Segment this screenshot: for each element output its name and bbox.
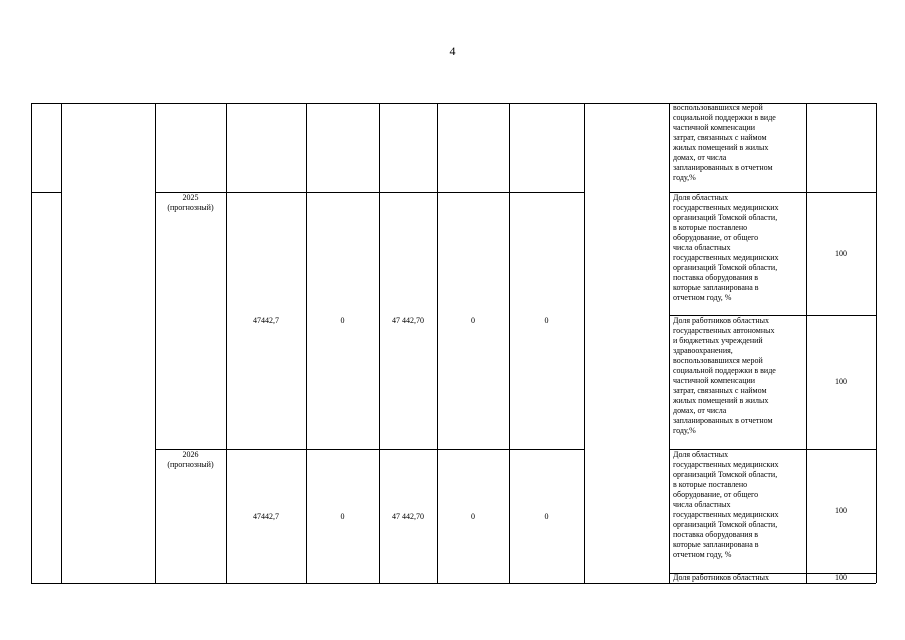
indicator-line: в которые поставлено [673, 223, 748, 232]
value-2026-local: 0 [471, 512, 475, 521]
row-line [31, 192, 61, 193]
indicator-line: здравоохранения, [673, 346, 733, 355]
indicator-line: запланированных в отчетном [673, 416, 773, 425]
indicator-line: государственных медицинских [673, 510, 779, 519]
indicator-line: отчетном году, % [673, 550, 732, 559]
col-line [226, 103, 227, 583]
value-2025-extra: 0 [544, 316, 549, 325]
indicator-line: затрат, связанных с наймом [673, 133, 767, 142]
indicator-line: году,% [673, 426, 696, 435]
indicator-cell [673, 316, 805, 436]
year-2026: 2026 (прогнозный) [167, 450, 214, 469]
target-value: 100 [835, 506, 847, 515]
indicator-line: домах, от числа [673, 153, 727, 162]
indicator-line: государственных медицинских [673, 460, 779, 469]
indicator-line: Доля областных [673, 450, 729, 459]
page-number: 4 [449, 44, 456, 58]
indicator-cell [673, 450, 805, 560]
indicator-line: социальной поддержки в виде [673, 113, 776, 122]
indicator-cell [673, 573, 805, 583]
value-2026-total: 47442,7 [253, 512, 279, 521]
indicator-line: числа областных [673, 243, 731, 252]
indicator-line: затрат, связанных с наймом [673, 386, 767, 395]
indicator-line: государственных медицинских [673, 203, 779, 212]
indicator-line: организаций Томской области, [673, 263, 778, 272]
indicator-line: жилых помещений в жилых [673, 396, 769, 405]
indicator-line: Доля работников областных [673, 316, 769, 325]
target-value: 100 [835, 249, 847, 258]
indicator-line: в которые поставлено [673, 480, 748, 489]
indicator-cell [673, 103, 805, 183]
indicator-line: частичной компенсации [673, 123, 756, 132]
indicator-line: поставка оборудования в [673, 530, 759, 539]
col-line [437, 103, 438, 583]
indicator-line: которые запланирована в [673, 540, 759, 549]
value-2026-regional: 47 442,70 [392, 512, 424, 521]
row-line [31, 583, 876, 584]
indicator-line: организаций Томской области, [673, 470, 778, 479]
indicator-line: жилых помещений в жилых [673, 143, 769, 152]
value-2025-regional: 47 442,70 [392, 316, 424, 325]
indicator-line: государственных медицинских [673, 253, 779, 262]
indicator-line: числа областных [673, 500, 731, 509]
indicator-line: оборудование, от общего [673, 490, 759, 499]
target-value: 100 [835, 573, 847, 582]
indicator-line: поставка оборудования в [673, 273, 759, 282]
col-line [155, 103, 156, 583]
value-2026-federal: 0 [340, 512, 345, 521]
col-line [584, 103, 585, 583]
value-2026-extra: 0 [544, 512, 549, 521]
value-2025-total: 47442,7 [253, 316, 279, 325]
indicator-cell [673, 193, 805, 303]
col-line [669, 103, 670, 583]
target-value: 100 [835, 377, 847, 386]
indicator-line: организаций Томской области, [673, 213, 778, 222]
indicator-line: домах, от числа [673, 406, 727, 415]
year-2025: 2025 (прогнозный) [167, 193, 214, 212]
col-line [306, 103, 307, 583]
col-line [31, 103, 32, 583]
col-line [379, 103, 380, 583]
indicator-line: запланированных в отчетном [673, 163, 773, 172]
indicator-line: воспользовавшихся мерой [673, 103, 763, 112]
indicator-line: и бюджетных учреждений [673, 336, 763, 345]
indicator-line: социальной поддержки в виде [673, 366, 776, 375]
indicator-line: отчетном году, % [673, 293, 732, 302]
col-line [509, 103, 510, 583]
indicator-line: частичной компенсации [673, 376, 756, 385]
indicator-line: году,% [673, 173, 696, 182]
col-line [61, 103, 62, 583]
indicator-line: Доля областных [673, 193, 729, 202]
value-2025-local: 0 [471, 316, 475, 325]
indicator-line: которые запланирована в [673, 283, 759, 292]
col-line [876, 103, 877, 583]
indicator-line: организаций Томской области, [673, 520, 778, 529]
value-2025-federal: 0 [340, 316, 345, 325]
indicator-line: Доля работников областных [673, 573, 769, 582]
indicator-line: оборудование, от общего [673, 233, 759, 242]
indicator-line: государственных автономных [673, 326, 775, 335]
indicator-line: воспользовавшихся мерой [673, 356, 763, 365]
